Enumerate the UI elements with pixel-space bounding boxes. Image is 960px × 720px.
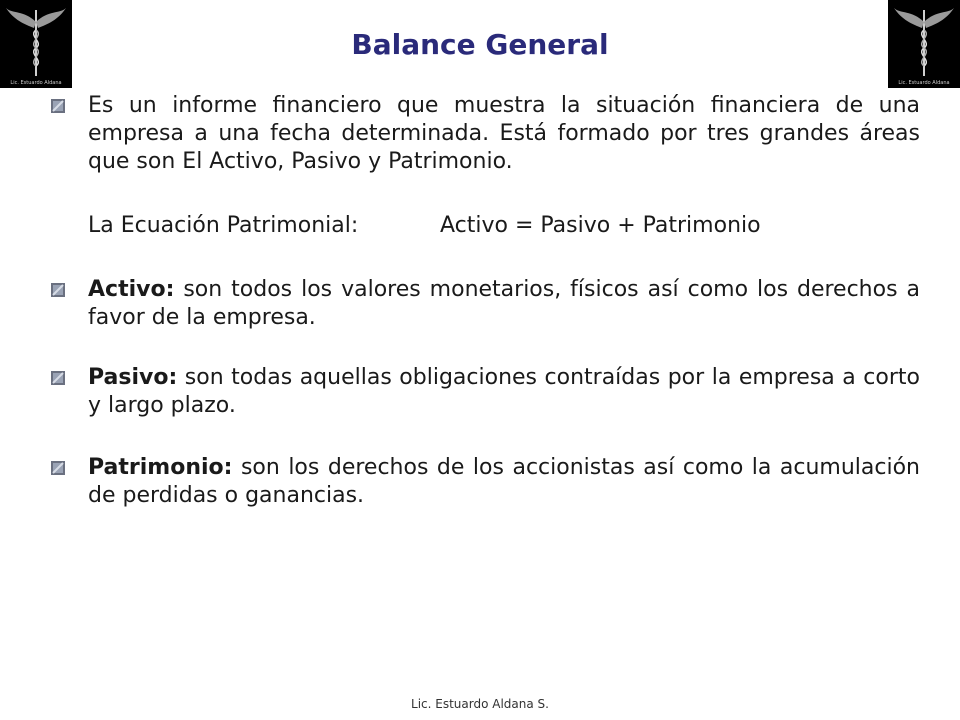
slide-body	[50, 92, 920, 510]
intro-paragraph	[50, 92, 920, 176]
item-text: son los derechos de los accionistas así como la acumulación de perdidas o ganancias.	[88, 455, 920, 508]
item-text: son todas aquellas obligaciones contraídas por la empresa a corto y largo plazo.	[88, 365, 920, 418]
svg-text:Lic. Estuardo Aldana: Lic. Estuardo Aldana	[898, 80, 950, 86]
item-term: Activo:	[88, 277, 175, 302]
square-bullet-icon	[50, 370, 66, 386]
intro-text: Es un informe financiero que muestra la situación financiera de una empresa a una fecha determinada. Está formado por tres grandes áreas que son El Activo, Pasivo y Patrimonio.	[88, 93, 920, 174]
list-item	[50, 364, 920, 420]
page-title: Balance General	[351, 28, 609, 61]
svg-text:Lic. Estuardo Aldana: Lic. Estuardo Aldana	[10, 80, 62, 86]
equation-line	[50, 212, 920, 240]
item-term: Patrimonio:	[88, 455, 233, 480]
equation-formula: Activo = Pasivo + Patrimonio	[440, 213, 761, 238]
list-item	[50, 454, 920, 510]
item-term: Pasivo:	[88, 365, 178, 390]
list-item	[50, 276, 920, 332]
square-bullet-icon	[50, 98, 66, 114]
square-bullet-icon	[50, 282, 66, 298]
square-bullet-icon	[50, 460, 66, 476]
equation-label: La Ecuación Patrimonial:	[88, 213, 359, 238]
footer-author: Lic. Estuardo Aldana S.	[411, 697, 549, 711]
item-text: son todos los valores monetarios, físicos así como los derechos a favor de la empresa.	[88, 277, 920, 330]
